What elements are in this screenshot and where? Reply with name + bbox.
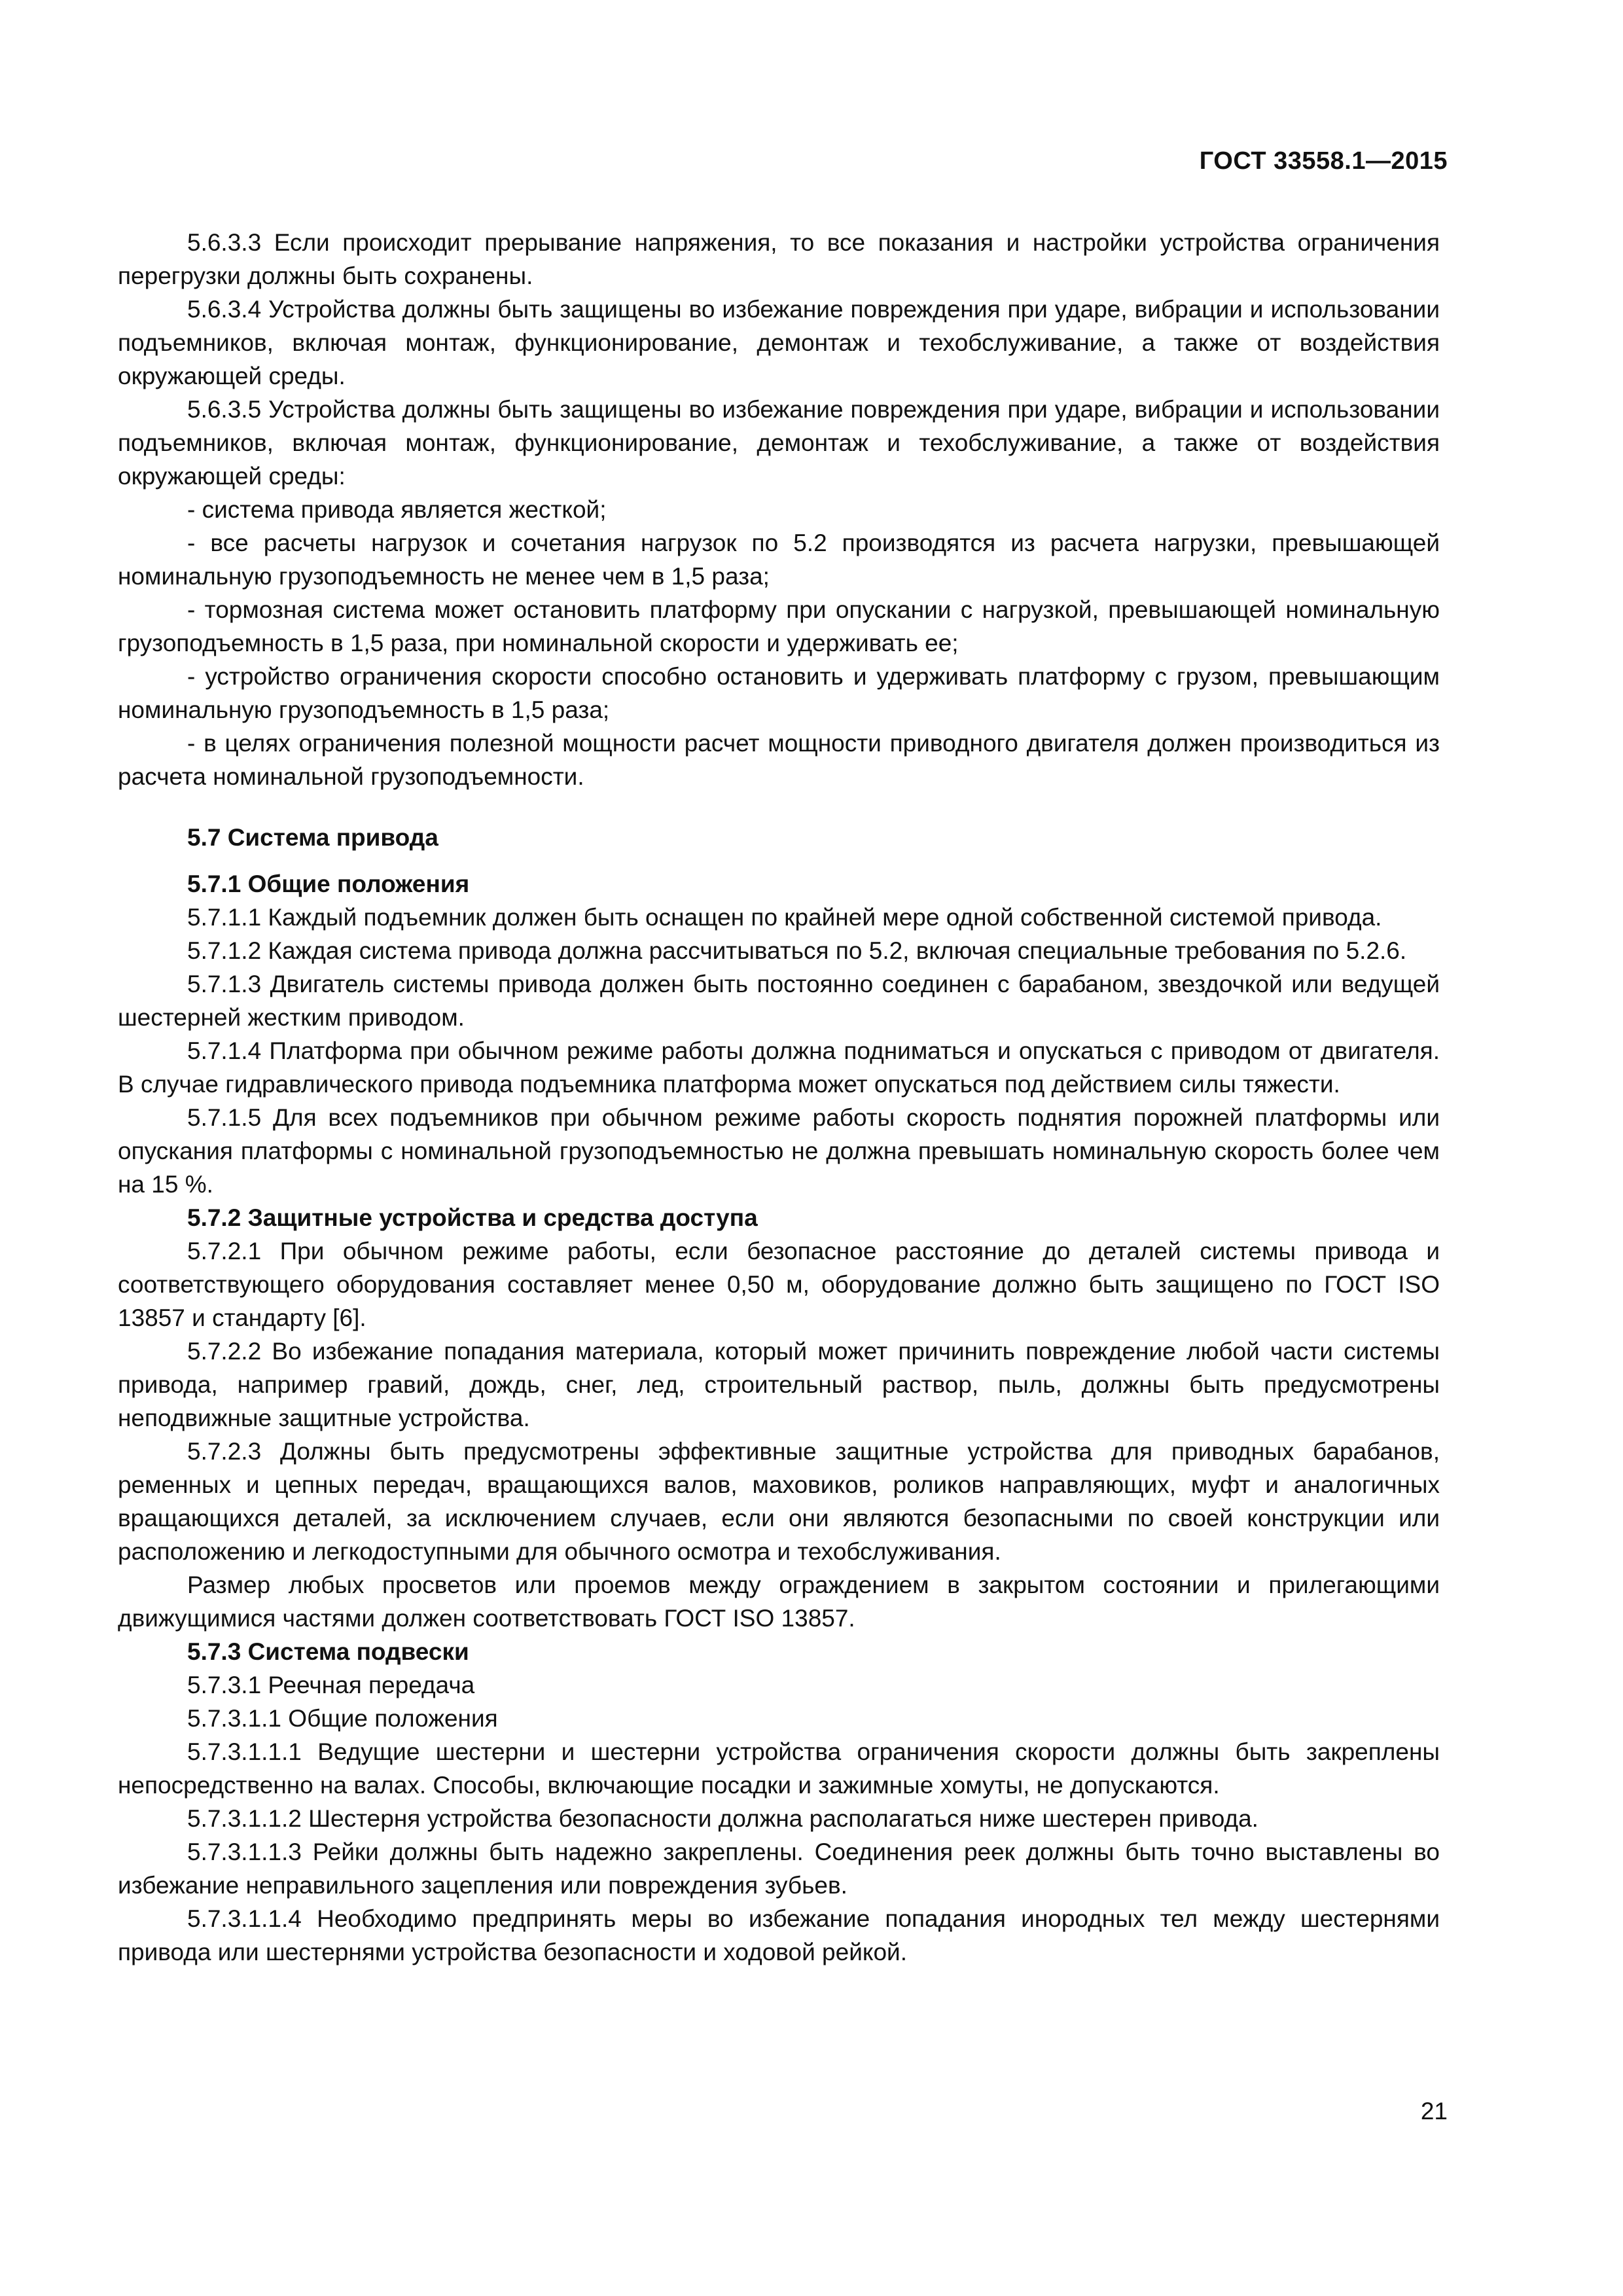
paragraph-5-7-3-1: 5.7.3.1 Реечная передача	[187, 1672, 475, 1698]
paragraph-5-6-3-4: 5.6.3.4 Устройства должны быть защищены во избежание повреждения при ударе, вибрации и использовании подъемников, включая монтаж, функционирование, демонтаж и техобслуживание, а также от воздействия окружающей среды.	[118, 296, 1440, 389]
paragraph-5-7-1-2: 5.7.1.2 Каждая система привода должна рассчитываться по 5.2, включая специальные требования по 5.2.6.	[187, 937, 1407, 964]
list-item: - все расчеты нагрузок и сочетания нагрузок по 5.2 производятся из расчета нагрузки, превышающей номинальную грузоподъемность не менее чем в 1,5 раза;	[118, 529, 1440, 590]
paragraph-5-7-1-3: 5.7.1.3 Двигатель системы привода должен быть постоянно соединен с барабаном, звездочкой или ведущей шестерней жестким приводом.	[118, 971, 1440, 1031]
subsection-heading-5-7-1: 5.7.1 Общие положения	[187, 870, 470, 897]
page-number: 21	[1420, 2098, 1448, 2125]
section-heading-5-7: 5.7 Система привода	[187, 824, 438, 851]
paragraph-5-6-3-5: 5.6.3.5 Устройства должны быть защищены во избежание повреждения при ударе, вибрации и использовании подъемников, включая монтаж, функционирование, демонтаж и техобслуживание, а также от воздействия окружающей среды:	[118, 396, 1440, 490]
paragraph-5-7-2-3: 5.7.2.3 Должны быть предусмотрены эффективные защитные устройства для приводных барабанов, ременных и цепных передач, вращающихся валов, маховиков, роликов направляющих, муфт и аналогичных вращающихся деталей, за исключением случаев, если они являются безопасными по своей конструкции или расположению и легкодоступными для обычного осмотра и техобслуживания.	[118, 1438, 1440, 1565]
paragraph-5-7-2-1: 5.7.2.1 При обычном режиме работы, если безопасное расстояние до деталей системы привода и соответствующего оборудования составляет менее 0,50 м, оборудование должно быть защищено по ГОСТ ISO 13857 и стандарту [6].	[118, 1238, 1440, 1331]
subsection-heading-5-7-2: 5.7.2 Защитные устройства и средства доступа	[187, 1204, 758, 1231]
paragraph-5-7-3-1-1-1: 5.7.3.1.1.1 Ведущие шестерни и шестерни устройства ограничения скорости должны быть закреплены непосредственно на валах. Способы, включающие посадки и зажимные хомуты, не допускаются.	[118, 1738, 1440, 1799]
list-item: - устройство ограничения скорости способно остановить и удерживать платформу с грузом, превышающим номинальную грузоподъемность в 1,5 раза;	[118, 663, 1440, 723]
paragraph-5-7-3-1-1-2: 5.7.3.1.1.2 Шестерня устройства безопасности должна располагаться ниже шестерен привода.	[187, 1805, 1258, 1832]
paragraph-5-7-3-1-1-4: 5.7.3.1.1.4 Необходимо предпринять меры во избежание попадания инородных тел между шестернями привода или шестернями устройства безопасности и ходовой рейкой.	[118, 1905, 1440, 1965]
paragraph-5-7-1-5: 5.7.1.5 Для всех подъемников при обычном режиме работы скорость поднятия порожней платформы или опускания платформы с номинальной грузоподъемностью не должна превышать номинальную скорость более чем на 15 %.	[118, 1104, 1440, 1198]
paragraph-5-7-2-2: 5.7.2.2 Во избежание попадания материала, который может причинить повреждение любой части системы привода, например гравий, дождь, снег, лед, строительный раствор, пыль, должны быть предусмотрены неподвижные защитные устройства.	[118, 1338, 1440, 1431]
paragraph-5-7-3-1-1: 5.7.3.1.1 Общие положения	[187, 1705, 498, 1732]
document-body	[118, 226, 1440, 1969]
paragraph-5-7-1-1: 5.7.1.1 Каждый подъемник должен быть оснащен по крайней мере одной собственной системой привода.	[187, 904, 1382, 931]
list-item: - система привода является жесткой;	[187, 496, 607, 523]
subsection-heading-5-7-3: 5.7.3 Система подвески	[187, 1638, 469, 1665]
paragraph-5-7-3-1-1-3: 5.7.3.1.1.3 Рейки должны быть надежно закреплены. Соединения реек должны быть точно выставлены во избежание неправильного зацепления или повреждения зубьев.	[118, 1839, 1440, 1899]
list-item: - тормозная система может остановить платформу при опускании с нагрузкой, превышающей номинальную грузоподъемность в 1,5 раза, при номинальной скорости и удерживать ее;	[118, 596, 1440, 656]
paragraph-5-7-1-4: 5.7.1.4 Платформа при обычном режиме работы должна подниматься и опускаться с приводом от двигателя. В случае гидравлического привода подъемника платформа может опускаться под действием силы тяжести.	[118, 1037, 1440, 1098]
paragraph-openings-size: Размер любых просветов или проемов между ограждением в закрытом состоянии и прилегающими движущимися частями должен соответствовать ГОСТ ISO 13857.	[118, 1571, 1440, 1632]
list-item: - в целях ограничения полезной мощности расчет мощности приводного двигателя должен производиться из расчета номинальной грузоподъемности.	[118, 730, 1440, 790]
standard-code: ГОСТ 33558.1—2015	[1199, 147, 1448, 175]
paragraph-5-6-3-3: 5.6.3.3 Если происходит прерывание напряжения, то все показания и настройки устройства ограничения перегрузки должны быть сохранены.	[118, 229, 1440, 289]
